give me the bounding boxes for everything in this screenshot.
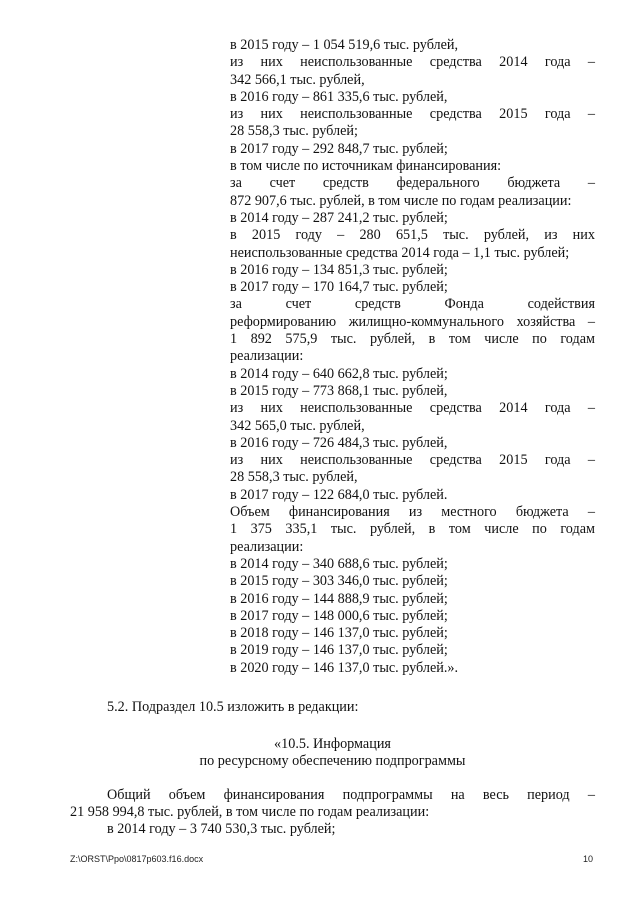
word: 2014 bbox=[499, 54, 528, 71]
word: 2014 bbox=[499, 400, 528, 417]
text-line: в 2019 году – 146 137,0 тыс. рублей; bbox=[230, 642, 448, 659]
word: года bbox=[544, 400, 571, 417]
word: них bbox=[260, 54, 283, 71]
word: Объем bbox=[230, 504, 270, 521]
word: 280 bbox=[359, 227, 381, 244]
text-line: 872 907,6 тыс. рублей, в том числе по годам реализации: bbox=[230, 192, 572, 209]
text-line: 28 558,3 тыс. рублей, bbox=[230, 469, 358, 486]
text-line: в 2015 году – 773 868,1 тыс. рублей, bbox=[230, 382, 448, 399]
word: финансирования bbox=[288, 504, 390, 521]
section-heading: «10.5. Информация bbox=[274, 736, 391, 752]
word: реформированию bbox=[230, 313, 337, 330]
text-line: 28 558,3 тыс. рублей; bbox=[230, 123, 358, 140]
word: 335,1 bbox=[285, 521, 318, 538]
word: – bbox=[337, 227, 345, 244]
word: 375 bbox=[250, 521, 272, 538]
word: федерального bbox=[396, 175, 480, 192]
word: 1 bbox=[230, 521, 238, 538]
word: числе bbox=[484, 521, 519, 538]
word: из bbox=[544, 227, 558, 244]
word: средств bbox=[354, 296, 401, 313]
word: Фонда bbox=[444, 296, 484, 313]
word: из bbox=[408, 504, 423, 521]
justified-line bbox=[230, 106, 595, 123]
word: средства bbox=[429, 400, 482, 417]
word: том bbox=[448, 521, 471, 538]
text-line: 21 958 994,8 тыс. рублей, в том числе по годам реализации: bbox=[70, 804, 430, 820]
text-line: в 2014 году – 640 662,8 тыс. рублей; bbox=[230, 365, 448, 382]
justified-line bbox=[230, 521, 595, 538]
word: Общий bbox=[107, 787, 151, 803]
word: том bbox=[448, 331, 471, 348]
word: 2015 bbox=[251, 227, 281, 244]
word: из bbox=[230, 54, 244, 71]
word: на bbox=[450, 787, 465, 803]
word: счет bbox=[285, 296, 312, 313]
text-line: реализации: bbox=[230, 348, 304, 365]
paragraph-5-2: 5.2. Подраздел 10.5 изложить в редакции: bbox=[107, 699, 359, 715]
text-line: в 2016 году – 144 888,9 тыс. рублей; bbox=[230, 590, 448, 607]
word: рублей, bbox=[369, 331, 416, 348]
word: средства bbox=[429, 106, 482, 123]
word: неиспользованные bbox=[300, 452, 413, 469]
word: – bbox=[587, 54, 595, 71]
word: средств bbox=[322, 175, 369, 192]
word: содействия bbox=[527, 296, 595, 313]
word: объем bbox=[168, 787, 206, 803]
word: 651,5 bbox=[395, 227, 428, 244]
word: в bbox=[230, 227, 237, 244]
text-line: в 2020 году – 146 137,0 тыс. рублей.». bbox=[230, 659, 459, 676]
word: году bbox=[295, 227, 322, 244]
word: за bbox=[230, 175, 242, 192]
word: тыс. bbox=[330, 521, 357, 538]
word: – bbox=[587, 175, 595, 192]
text-line: реализации: bbox=[230, 538, 304, 555]
text-line: неиспользованные средства 2014 года – 1,1 тыс. рублей; bbox=[230, 244, 570, 261]
word: весь bbox=[482, 787, 509, 803]
word: них bbox=[260, 452, 283, 469]
word: – bbox=[587, 313, 595, 330]
justified-line bbox=[230, 314, 595, 331]
word: них bbox=[260, 106, 283, 123]
section-subheading: по ресурсному обеспечению подпрограммы bbox=[199, 753, 466, 769]
word: тыс. bbox=[330, 331, 357, 348]
word: 575,9 bbox=[285, 331, 318, 348]
word: – bbox=[587, 106, 595, 123]
text-line: в 2015 году – 1 054 519,6 тыс. рублей, bbox=[230, 37, 459, 53]
word: бюджета bbox=[515, 504, 569, 521]
text-line: в 2015 году – 303 346,0 тыс. рублей; bbox=[230, 573, 448, 590]
text-line: в том числе по источникам финансирования: bbox=[230, 158, 502, 175]
word: года bbox=[544, 106, 571, 123]
word: – bbox=[587, 504, 595, 521]
word: – bbox=[587, 452, 595, 469]
word: неиспользованные bbox=[300, 54, 413, 71]
text-line: в 2014 году – 287 241,2 тыс. рублей; bbox=[230, 209, 448, 226]
word: по bbox=[532, 331, 547, 348]
text-line: в 2017 году – 292 848,7 тыс. рублей; bbox=[230, 140, 448, 157]
word: 2015 bbox=[499, 452, 528, 469]
word: жилищно-коммунального bbox=[348, 313, 504, 330]
justified-line bbox=[230, 175, 595, 192]
word: рублей, bbox=[369, 521, 416, 538]
word: финансирования bbox=[223, 787, 325, 803]
financing-text-block bbox=[230, 37, 595, 677]
text-line: в 2016 году – 134 851,3 тыс. рублей; bbox=[230, 261, 448, 278]
word: них bbox=[572, 227, 595, 244]
text-line: в 2014 году – 340 688,6 тыс. рублей; bbox=[230, 555, 448, 572]
word: неиспользованные bbox=[300, 106, 413, 123]
justified-line bbox=[230, 452, 595, 469]
word: 1 bbox=[230, 331, 238, 348]
word: тыс. bbox=[443, 227, 469, 244]
word: числе bbox=[484, 331, 519, 348]
word: из bbox=[230, 106, 244, 123]
text-line: в 2017 году – 122 684,0 тыс. рублей. bbox=[230, 486, 448, 503]
justified-line bbox=[230, 504, 595, 521]
text-line: в 2018 году – 146 137,0 тыс. рублей; bbox=[230, 625, 448, 642]
justified-line bbox=[230, 400, 595, 417]
word: подпрограммы bbox=[342, 787, 433, 803]
word: средства bbox=[429, 452, 482, 469]
justified-line bbox=[230, 227, 595, 244]
word: из bbox=[230, 452, 244, 469]
word: средства bbox=[429, 54, 482, 71]
word: неиспользованные bbox=[300, 400, 413, 417]
word: период bbox=[527, 787, 570, 803]
page-number: 10 bbox=[583, 854, 594, 864]
word: в bbox=[428, 331, 436, 348]
justified-line bbox=[230, 54, 595, 71]
text-line: в 2017 году – 148 000,6 тыс. рублей; bbox=[230, 607, 448, 624]
word: года bbox=[544, 54, 571, 71]
word: за bbox=[230, 296, 242, 313]
word: годам bbox=[560, 331, 595, 348]
justified-line bbox=[107, 787, 595, 804]
text-line: 342 565,0 тыс. рублей, bbox=[230, 417, 365, 434]
justified-line bbox=[230, 331, 595, 348]
word: в bbox=[428, 521, 436, 538]
word: – bbox=[587, 400, 595, 417]
word: 2015 bbox=[499, 106, 528, 123]
word: по bbox=[532, 521, 547, 538]
word: местного bbox=[441, 504, 497, 521]
text-line: в 2014 году – 3 740 530,3 тыс. рублей; bbox=[107, 821, 336, 837]
text-line: в 2016 году – 726 484,3 тыс. рублей, bbox=[230, 434, 448, 451]
file-path-footer: Z:\ORST\Ppo\0817p603.f16.docx bbox=[70, 854, 204, 864]
word: бюджета bbox=[507, 175, 561, 192]
text-line: 342 566,1 тыс. рублей, bbox=[230, 71, 365, 88]
text-line: в 2016 году – 861 335,6 тыс. рублей, bbox=[230, 88, 448, 105]
justified-line bbox=[230, 296, 595, 313]
word: года bbox=[544, 452, 571, 469]
word: хозяйства bbox=[516, 313, 576, 330]
word: – bbox=[587, 787, 595, 803]
text-line: в 2017 году – 170 164,7 тыс. рублей; bbox=[230, 279, 448, 296]
word: из bbox=[230, 400, 244, 417]
word: 892 bbox=[250, 331, 272, 348]
word: счет bbox=[269, 175, 296, 192]
word: них bbox=[260, 400, 283, 417]
word: рублей, bbox=[483, 227, 530, 244]
word: годам bbox=[560, 521, 595, 538]
